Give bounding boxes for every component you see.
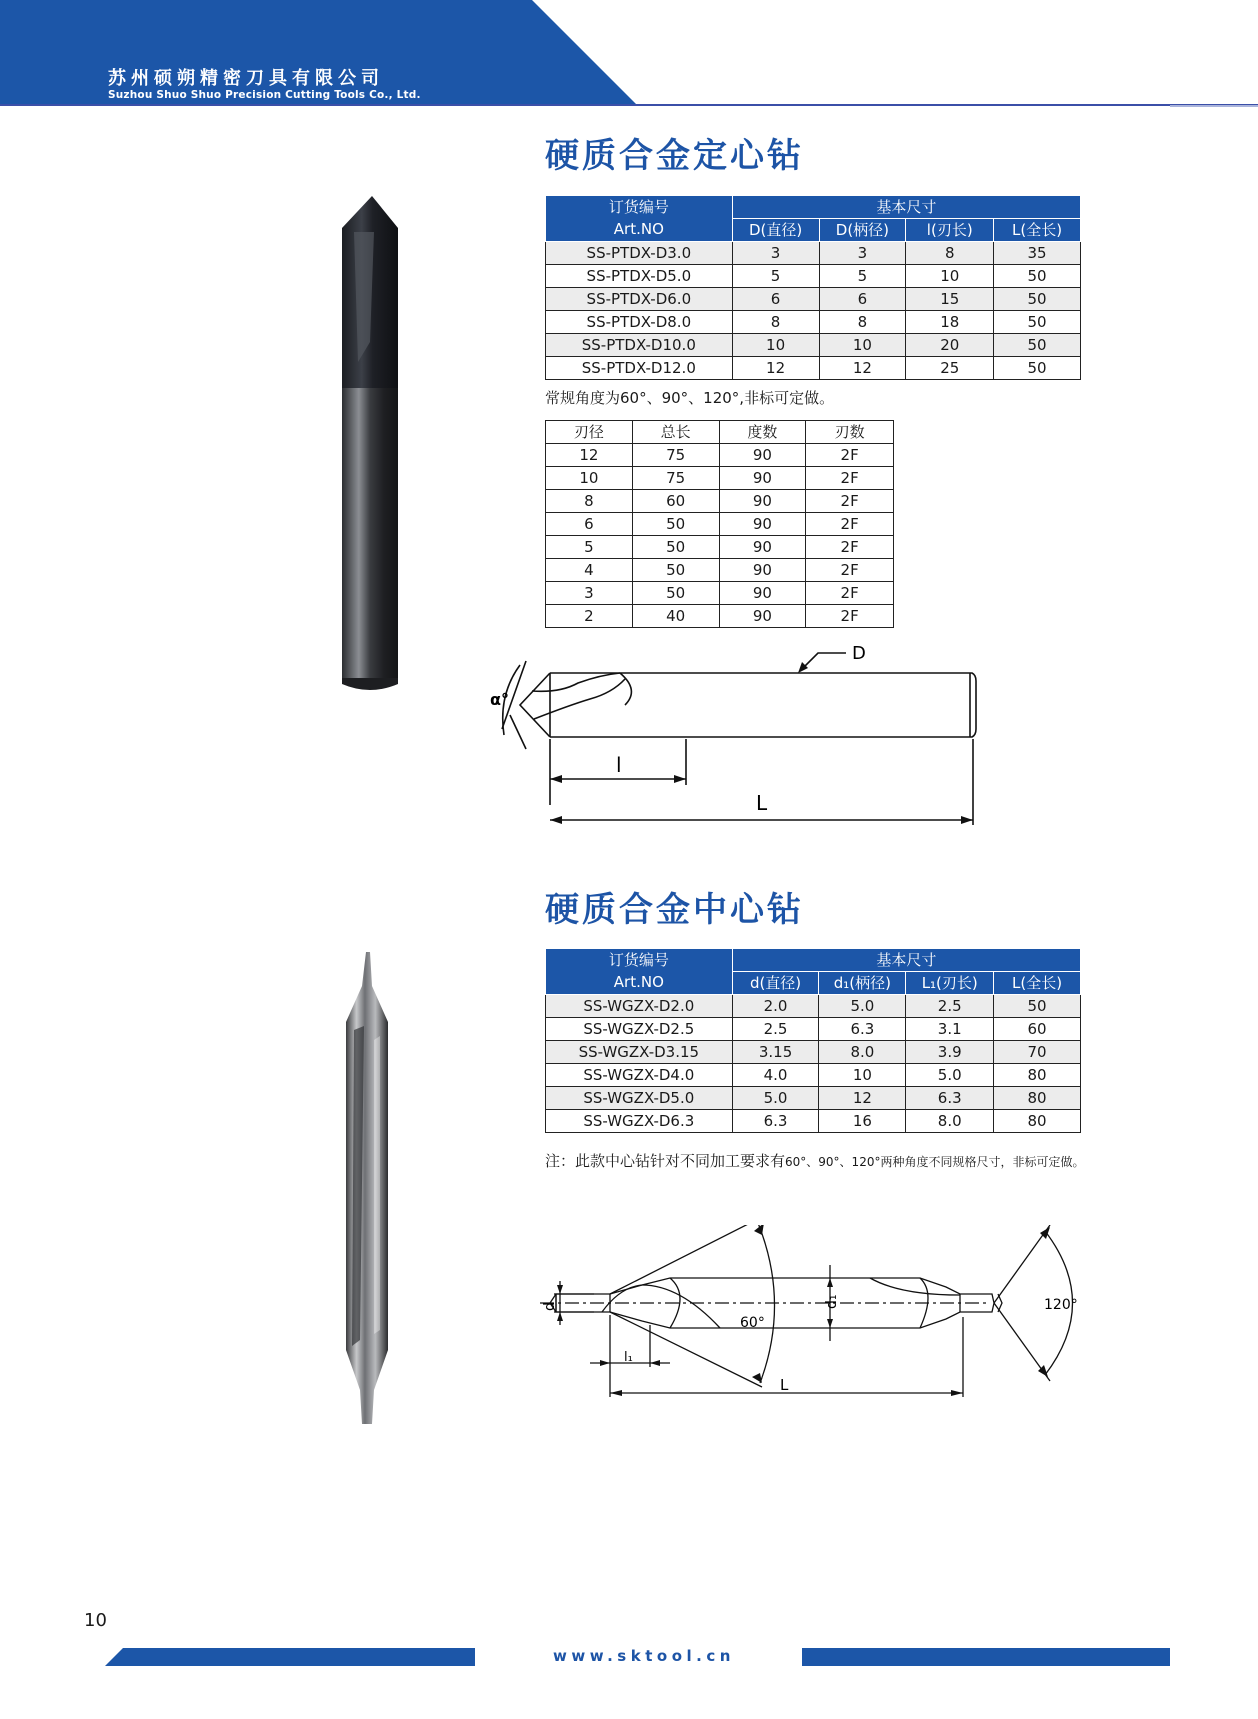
col-header: D(柄径) (819, 219, 906, 242)
label-120: 120° (1044, 1297, 1078, 1313)
col-header: 刃径 (546, 421, 633, 444)
cell: 50 (994, 311, 1081, 334)
cell: 3 (732, 242, 819, 265)
section2-note (545, 1150, 1084, 1171)
cell: SS-WGZX-D2.5 (546, 1018, 733, 1041)
cell: 25 (906, 357, 994, 380)
cell: 50 (994, 265, 1081, 288)
cell: 50 (632, 513, 719, 536)
table-row (546, 242, 1081, 265)
cell: SS-PTDX-D3.0 (546, 242, 733, 265)
cell: 4.0 (732, 1064, 819, 1087)
cell: 8 (732, 311, 819, 334)
cell: SS-WGZX-D6.3 (546, 1110, 733, 1133)
cell: 8.0 (906, 1110, 994, 1133)
cell: 2.5 (732, 1018, 819, 1041)
table-row (546, 1064, 1081, 1087)
cell: 6 (732, 288, 819, 311)
col-header: L(全长) (994, 219, 1081, 242)
cell: 2F (806, 490, 894, 513)
cell: 16 (819, 1110, 906, 1133)
cell: 2.5 (906, 995, 994, 1018)
cell: 6.3 (906, 1087, 994, 1110)
cell: 2F (806, 605, 894, 628)
section1-drawing (490, 635, 980, 830)
col-header: 度数 (719, 421, 806, 444)
cell: 5 (732, 265, 819, 288)
cell: 90 (719, 605, 806, 628)
cell: 90 (719, 513, 806, 536)
section1-note: 常规角度为60°、90°、120°,非标可定做。 (545, 389, 835, 407)
cell: 5.0 (732, 1087, 819, 1110)
cell: 2F (806, 559, 894, 582)
cell: 2F (806, 536, 894, 559)
cell: 2F (806, 582, 894, 605)
cell: 75 (632, 467, 719, 490)
footer-url[interactable]: www.sktool.cn (553, 1647, 735, 1665)
section1-size-table (545, 420, 894, 628)
label-D: D (852, 643, 866, 664)
table-row (546, 582, 894, 605)
cell: 12 (546, 444, 633, 467)
cell: 15 (906, 288, 994, 311)
cell: 10 (819, 334, 906, 357)
cell: 90 (719, 582, 806, 605)
cell: 5.0 (906, 1064, 994, 1087)
header-rule-light (1170, 105, 1258, 107)
cell: 50 (994, 357, 1081, 380)
cell: 2F (806, 444, 894, 467)
table-row (546, 1041, 1081, 1064)
section2-spec-table (545, 948, 1081, 1133)
header-rule (0, 104, 1258, 106)
cell: 8.0 (819, 1041, 906, 1064)
table-row (546, 1087, 1081, 1110)
table-row (546, 559, 894, 582)
section2-drawing (540, 1225, 1100, 1415)
section2-title: 硬质合金中心钻 (545, 890, 804, 930)
cell: 4 (546, 559, 633, 582)
cell: 3.15 (732, 1041, 819, 1064)
cell: SS-WGZX-D4.0 (546, 1064, 733, 1087)
cell: 10 (819, 1064, 906, 1087)
label-alpha: α° (490, 690, 509, 709)
cell: 18 (906, 311, 994, 334)
cell: 2 (546, 605, 633, 628)
cell: 2F (806, 513, 894, 536)
cell: 3 (546, 582, 633, 605)
page-number: 10 (84, 1610, 107, 1631)
table-row (546, 605, 894, 628)
cell: 6 (546, 513, 633, 536)
cell: 90 (719, 467, 806, 490)
cell: 3 (819, 242, 906, 265)
table-row (546, 288, 1081, 311)
cell: 50 (994, 334, 1081, 357)
col-header: d(直径) (732, 972, 819, 995)
table-row (546, 265, 1081, 288)
table-row (546, 513, 894, 536)
cell: SS-WGZX-D3.15 (546, 1041, 733, 1064)
col-header: 总长 (632, 421, 719, 444)
cell: SS-PTDX-D5.0 (546, 265, 733, 288)
cell: 5 (819, 265, 906, 288)
label-60: 60° (740, 1315, 765, 1331)
footer-bar-right (802, 1648, 1170, 1666)
table-row (546, 334, 1081, 357)
cell: 6 (819, 288, 906, 311)
cell: 50 (632, 582, 719, 605)
table-row (546, 536, 894, 559)
cell: 6.3 (819, 1018, 906, 1041)
label-d: d (542, 1302, 558, 1311)
cell: 80 (994, 1087, 1081, 1110)
label-L: L (756, 791, 768, 815)
table-row (546, 467, 894, 490)
table-row (546, 1018, 1081, 1041)
cell: SS-PTDX-D10.0 (546, 334, 733, 357)
section2-note-main: 注：此款中心钻针对不同加工要求有 (545, 1152, 786, 1170)
cell: SS-PTDX-D12.0 (546, 357, 733, 380)
cell: 5.0 (819, 995, 906, 1018)
cell: 90 (719, 490, 806, 513)
double-center-drill-photo (330, 950, 410, 1428)
col-header: L(全长) (994, 972, 1081, 995)
group-header: 基本尺寸 (732, 949, 1080, 972)
table-row (546, 995, 1081, 1018)
cell: 60 (994, 1018, 1081, 1041)
company-name-cn: 苏州硕朔精密刀具有限公司 (108, 68, 384, 89)
cell: 8 (546, 490, 633, 513)
cell: 75 (632, 444, 719, 467)
cell: 10 (546, 467, 633, 490)
col-header: l(刃长) (906, 219, 994, 242)
col-header: 刃数 (806, 421, 894, 444)
art-no-header-en: Art.NO (546, 972, 733, 995)
cell: 90 (719, 559, 806, 582)
cell: SS-WGZX-D5.0 (546, 1087, 733, 1110)
cell: 90 (719, 536, 806, 559)
cell: 40 (632, 605, 719, 628)
table-row (546, 1110, 1081, 1133)
cell: 60 (632, 490, 719, 513)
label-L: L (780, 1376, 789, 1394)
cell: 50 (994, 288, 1081, 311)
section1-spec-table (545, 195, 1081, 380)
cell: 90 (719, 444, 806, 467)
cell: SS-PTDX-D8.0 (546, 311, 733, 334)
cell: 20 (906, 334, 994, 357)
label-d1: d₁ (824, 1294, 840, 1309)
label-l: l (616, 753, 622, 777)
cell: 80 (994, 1110, 1081, 1133)
table-row (546, 444, 894, 467)
cell: 2.0 (732, 995, 819, 1018)
cell: SS-WGZX-D2.0 (546, 995, 733, 1018)
group-header: 基本尺寸 (732, 196, 1080, 219)
table-row (546, 357, 1081, 380)
art-no-header-cn: 订货编号 (546, 196, 733, 219)
cell: 35 (994, 242, 1081, 265)
cell: 12 (819, 1087, 906, 1110)
section1-title: 硬质合金定心钻 (545, 136, 804, 176)
table-row (546, 311, 1081, 334)
cell: 50 (632, 559, 719, 582)
col-header: D(直径) (732, 219, 819, 242)
cell: 80 (994, 1064, 1081, 1087)
center-drill-photo (330, 192, 410, 702)
art-no-header-cn: 订货编号 (546, 949, 733, 972)
col-header: d₁(柄径) (819, 972, 906, 995)
cell: SS-PTDX-D6.0 (546, 288, 733, 311)
cell: 70 (994, 1041, 1081, 1064)
cell: 50 (632, 536, 719, 559)
cell: 3.1 (906, 1018, 994, 1041)
art-no-header-en: Art.NO (546, 219, 733, 242)
label-l1: l₁ (624, 1350, 633, 1365)
table-header-row (546, 421, 894, 444)
cell: 5 (546, 536, 633, 559)
table-row (546, 490, 894, 513)
company-name-en: Suzhou Shuo Shuo Precision Cutting Tools Co., Ltd. (108, 89, 421, 101)
footer-bar-left (105, 1648, 475, 1666)
cell: 12 (819, 357, 906, 380)
cell: 8 (906, 242, 994, 265)
cell: 10 (732, 334, 819, 357)
cell: 2F (806, 467, 894, 490)
cell: 6.3 (732, 1110, 819, 1133)
section2-note-small: 60°、90°、120°两种角度不同规格尺寸，非标可定做。 (785, 1155, 1085, 1169)
cell: 10 (906, 265, 994, 288)
cell: 3.9 (906, 1041, 994, 1064)
cell: 12 (732, 357, 819, 380)
cell: 8 (819, 311, 906, 334)
cell: 50 (994, 995, 1081, 1018)
col-header: L₁(刃长) (906, 972, 994, 995)
